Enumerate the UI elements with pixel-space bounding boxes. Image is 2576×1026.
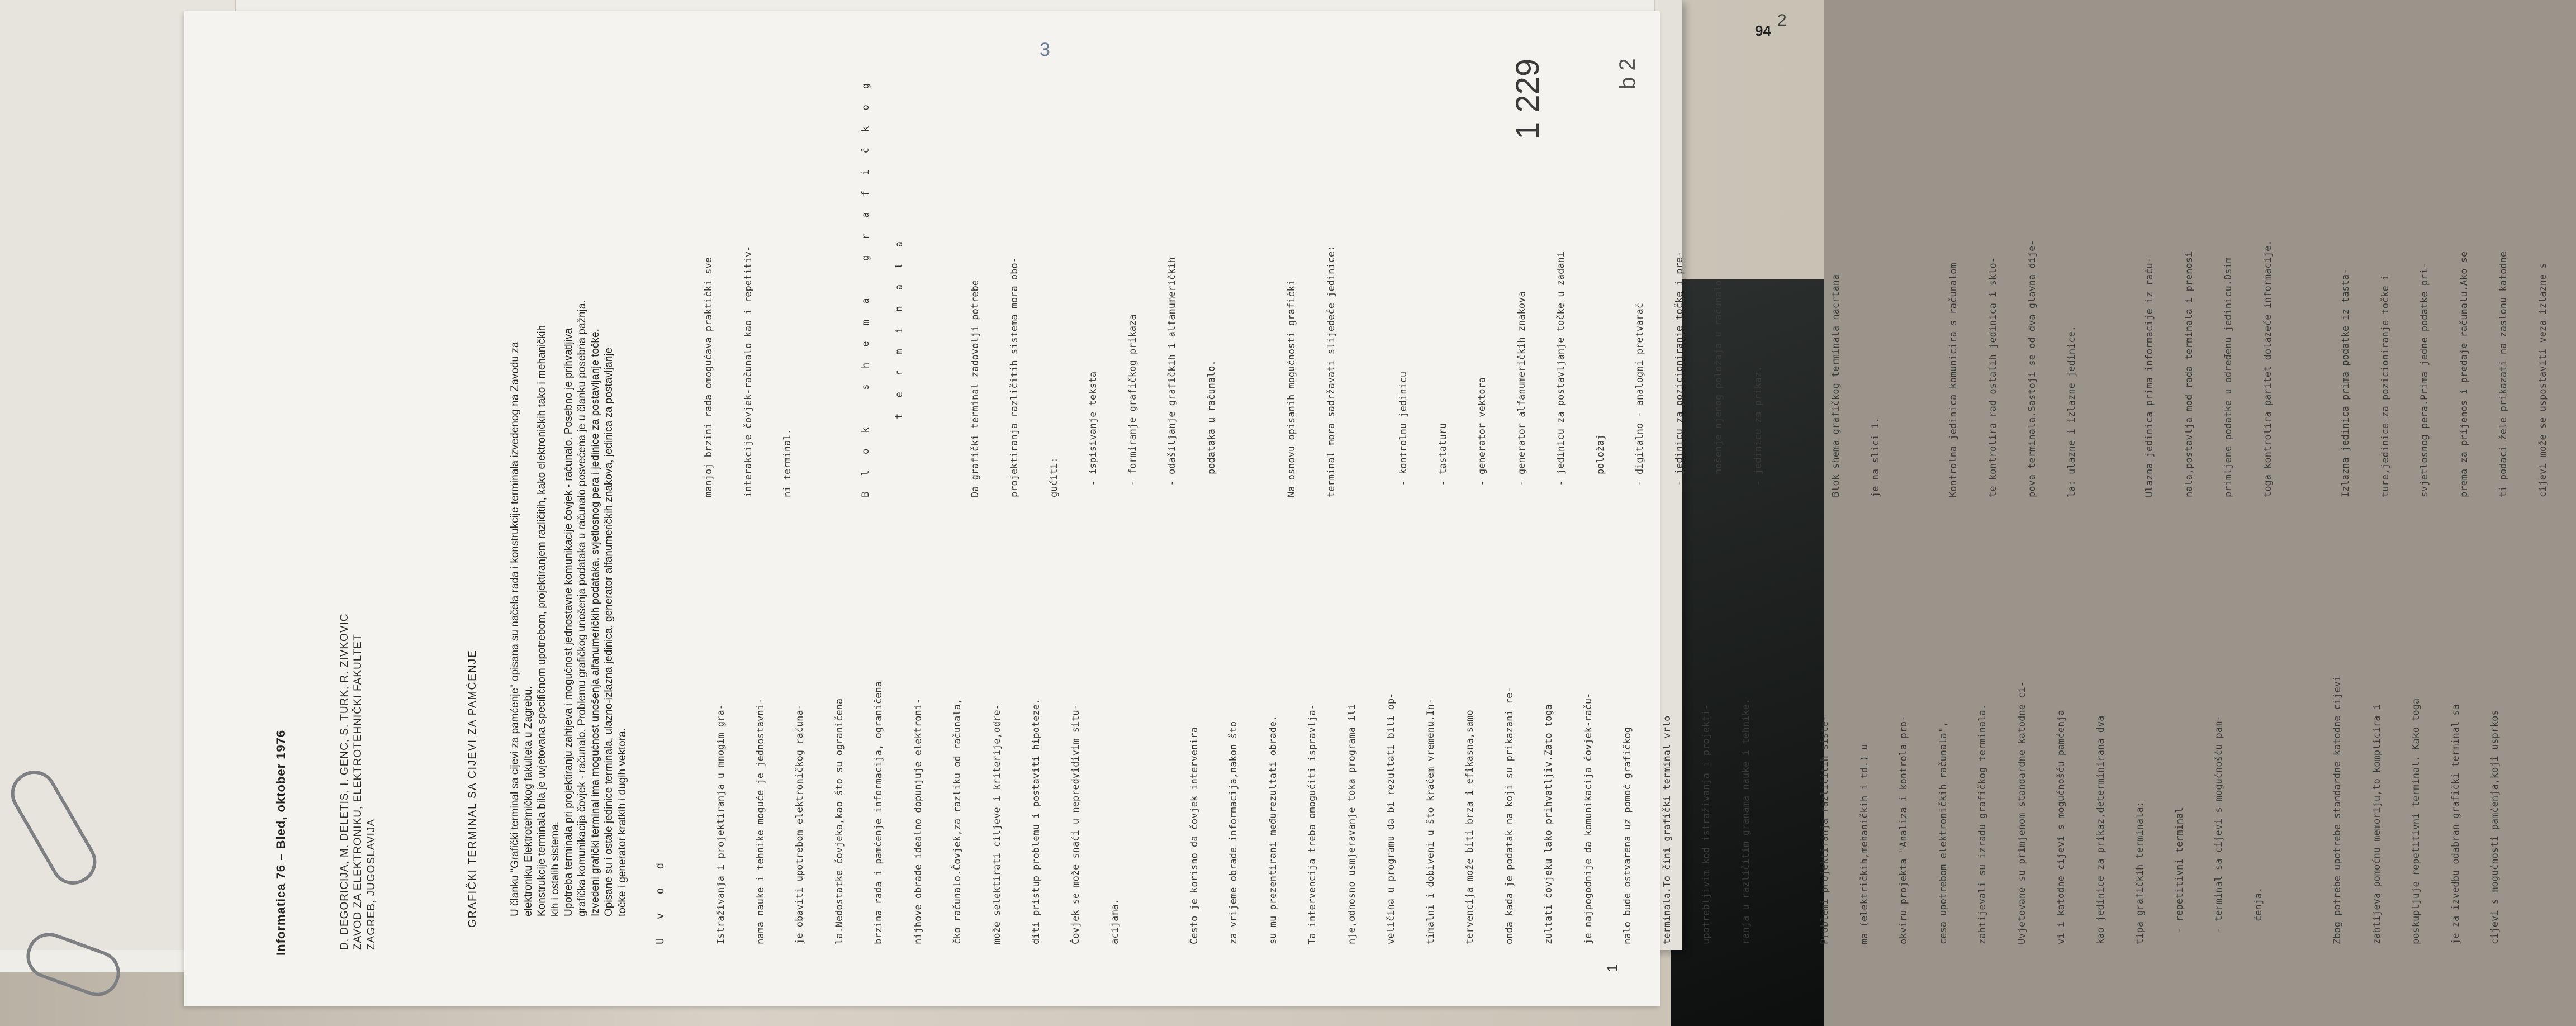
top-number: 94 [1755, 22, 1771, 39]
text-line: poskupljuje repetitivni terminal. Kako toga [2411, 698, 2422, 944]
text-line: upotrebljivim kod istraživanja i projekti- [1701, 704, 1712, 944]
text-line: - tastaturu [1437, 422, 1449, 497]
right-para-6 [2117, 17, 2301, 497]
text-line: timalni i dobiveni u što kraćem vremenu.In- [1425, 698, 1436, 944]
authors-block [338, 279, 378, 950]
text-line: - digitalno - analogni pretvarač [1634, 303, 1645, 497]
text-line: zahtijeva pomoćnu memoriju,to komplicira i [2371, 704, 2383, 944]
text-line: - repetitivni terminal [2174, 807, 2185, 944]
location-line: ZAGREB, JUGOSLAVIJA [366, 818, 377, 950]
text-line: Blok shema grafičkog terminala nacrtana [1830, 274, 1842, 497]
text-line: Zbog potrebe upotrebe standardne katodne cijevi [2332, 675, 2343, 944]
text-line: vi i katodne cijevi s mogućnošću pamćenja [2056, 710, 2067, 944]
text-line: - jedinicu za postavljanje točke u zadani [1555, 251, 1567, 497]
text-line: interakcije čovjek-računalo kao i repetitiv- [742, 245, 754, 497]
text-line: - odašiljanje grafičkih i alfanumeričkih [1166, 257, 1178, 497]
text-line: veličina u programu da bi rezultati bili op- [1386, 692, 1397, 944]
text-line: Kontrolna jedinica komunicira s računalom [1948, 263, 1959, 497]
text-line: gućiti: [1048, 457, 1060, 497]
section-heading-blok-shema [838, 17, 927, 497]
text-line: cijevi može se uspostaviti veza izlazne s [2537, 263, 2549, 497]
text-line: nalo bude ostvarena uz pomoć grafičkog [1622, 727, 1633, 944]
text-line: nijhove obrade idealno dopunjuje elektroni- [912, 698, 924, 944]
page-number: 1 [1604, 964, 1621, 972]
text-line: acijama. [1109, 899, 1121, 944]
text-line: - kontrolnu jedinicu [1398, 371, 1409, 497]
text-line: Uvjetovane su primjenom standardne katodne ci- [2016, 681, 2028, 944]
text-line: te kontrolira rad ostalih jedinica i sklo- [1987, 257, 1999, 497]
text-line: terminal mora sadržavati slijedeće jedinice: [1325, 245, 1337, 497]
right-para-5 [1921, 17, 2105, 497]
text-line: prema za prijenos i predaje računalu.Ako se [2458, 251, 2470, 497]
left-para-3 [1792, 441, 2292, 944]
text-line: - generator alfanumeričkih znakova [1516, 291, 1527, 497]
text-line: cijevi s mogućnosti pamćenja,koji usprkos [2489, 710, 2501, 944]
text-line: svjetlosnog pera.Prima jedne podatke pri- [2419, 263, 2430, 497]
text-line: Često je korisno da čovjek intervenira [1188, 727, 1200, 944]
text-line: manjoj brzini rada omogućava praktički sve [703, 257, 714, 497]
text-line: tipa grafičkih terminala: [2134, 801, 2146, 944]
right-para-4 [1804, 17, 1909, 497]
abstract-line: točke i generator kratkih i dugih vektora. [616, 728, 628, 916]
text-line: la.Nedostatke čovjeka,kao što su ograničena [833, 698, 845, 944]
text-line: je na slici 1. [1870, 417, 1881, 497]
text-line: la: ulazne i izlazne jedinice. [2066, 325, 2077, 497]
abstract-line: grafička komunikacija čovjek - računalo. Problemu grafičkog unošenja podataka u računalo posvećena je u članku posebna pažnja. [576, 300, 588, 916]
text-line: nama nauke i tehnike moguće je jednostavni- [755, 698, 766, 944]
right-para-1 [676, 17, 821, 497]
abstract-line: kih i ostalih sistema. [549, 821, 561, 916]
text-line: nošenje njenog položaja u računalo [1713, 280, 1724, 497]
text-line: - terminal sa cijevi s mogućnošću pam- [2213, 715, 2224, 944]
text-line: - generator vektora [1477, 377, 1488, 497]
text-line: projektiranja različitih sistema mora obo- [1009, 257, 1020, 497]
text-line: brzina rada i pamćenje informacija, ograničena [873, 681, 884, 944]
text-line: ćenja. [2252, 887, 2264, 944]
text-line: Na osnovu opisanih mogućnosti grafički [1286, 280, 1297, 497]
abstract-line: elektroniku Elektrotehničkog fakulteta u Zagrebu. [523, 686, 534, 916]
abstract-line: U članku "Grafički terminal sa cijevi za pamćenje" opisana su načela rada i konstrukcije terminala izvedenog na Zavodu za [509, 341, 521, 916]
text-line: su mu prezentirani međurezultati obrade. [1267, 715, 1279, 944]
right-para-2 [943, 17, 1245, 497]
text-line: - formiranje grafičkog prikaza [1127, 314, 1138, 497]
text-line: podataka u računalo. [1206, 360, 1217, 497]
text-line: ma (električkih,mehaničkih i td.) u [1858, 744, 1870, 944]
text-line: je obaviti upotrebom elektroničkog računa- [794, 704, 805, 944]
handwritten-note: b 2 [1615, 58, 1640, 89]
text-line: ranja u različitim granama nauke i tehnike. [1740, 698, 1752, 944]
left-para-2 [1162, 441, 1780, 944]
text-line: okviru projekta "Analiza i kontrola pro- [1898, 715, 1909, 944]
abstract [509, 45, 629, 916]
margin-number: 2 [1777, 11, 1787, 30]
text-line: pova terminala.Sastoji se od dva glavna dije- [2027, 240, 2038, 497]
text-line: Problemi projektiranja različitih siste- [1819, 715, 1830, 944]
publication-header: Informatica 76 – Bled, oktober 1976 [274, 729, 288, 956]
text-line: Ta intervencija treba omogućiti ispravlja- [1307, 704, 1318, 944]
text-line: primljene podatke u određenu jedinicu.Osim [2223, 257, 2234, 497]
text-line: je najpogodnije da komunikacija čovjek-raču- [1582, 692, 1594, 944]
abstract-line: Izvedeni grafički terminal ima mogućnost unošenja alfanumeričkih podataka, svjetlosnog pera i jedinice za postavljanje točke. [590, 329, 601, 916]
text-line: - ispisivanje teksta [1088, 371, 1099, 497]
left-para-4 [2305, 441, 2528, 944]
text-line: Da grafički terminal zadovolji potrebe [969, 280, 981, 497]
text-line: - jedinicu za prikaz. [1752, 365, 1764, 497]
authors-line: D. DEGORICIJA, M. DELETIS, I. GENC, S. TURK, R. ZIVKOVIC [339, 613, 350, 950]
abstract-line: Konstrukcije terminala bila je uvjetovana specifičnom upotrebom, projektiranjem različitih, kako elektroničkih tako i mehaničkih [536, 325, 548, 916]
abstract-line: Upotreba terminala pri projektiranju zahtjeva i mogućnost jednostavne komunikacije čovjek - računalo. Posebno je prihvatljiva [563, 328, 575, 916]
right-para-7 [2313, 17, 2576, 497]
heading-line: t e r m i n a l a [893, 236, 905, 419]
left-column [654, 441, 2528, 944]
heading-line: B l o k s h e m a g r a f i č k o g [860, 78, 871, 497]
text-line: kao jedinice za prikaz,determinirana dva [2095, 715, 2107, 944]
text-line: ni terminal. [782, 429, 793, 497]
stamp-number: 1 229 [1510, 58, 1546, 140]
text-line: je za izvedbu odabran grafički terminal sa [2450, 704, 2461, 944]
text-line: toga kontrolira paritet dolazeće informacije. [2262, 240, 2274, 497]
text-line: nala,postavlja mod rada terminala i prenosi [2183, 251, 2195, 497]
text-line: Čovjek se može snaći u nepredvidivim situ- [1070, 704, 1081, 944]
text-line: nje,odnosno usmjeravanje toka programa ili [1346, 704, 1358, 944]
text-line: - jedinicu za pozicioniranje točke i pre- [1673, 251, 1685, 497]
text-line [1364, 17, 1371, 497]
text-line: terminala.To čini grafički terminal vrlo [1661, 715, 1673, 944]
left-para-1 [689, 441, 1149, 944]
corner-number: 3 [1040, 39, 1050, 60]
text-line: cesa upotrebom elektroničkih računala", [1937, 721, 1949, 944]
text-line: Istraživanja i projektiranja u mnogim gra- [715, 704, 727, 944]
affiliation-line: ZAVOD ZA ELEKTRONIKU, ELEKTROTEHNIČKI FAKULTET [352, 634, 364, 950]
text-line: onda kada je podatak na koji su prikazani re- [1503, 687, 1515, 944]
text-line: ti podaci žele prikazati na zaslonu katodne [2498, 251, 2509, 497]
paper-title: GRAFIČKI TERMINAL SA CIJEVI ZA PAMĆENJE [467, 649, 478, 928]
section-heading-uvod: U v o d [654, 856, 666, 944]
text-line: zultati čovjeku lako prihvatljiv.Zato toga [1543, 704, 1554, 944]
text-line: za vrijeme obrade informacija,nakon što [1228, 721, 1239, 944]
text-line: položaj [1595, 434, 1606, 497]
text-line: tervencija može biti brza i efikasna,samo [1464, 710, 1476, 944]
abstract-line: Opisane su i ostale jedinice terminala, ulazno-izlazna jedinica, generator alfanumeričkih znakova, jedinica za postavljanje [603, 347, 615, 916]
text-line: Ulazna jedinica prima informacije iz raču- [2144, 257, 2155, 497]
text-line: ture,jedinice za pozicioniranje točke i [2379, 274, 2391, 497]
text-line: diti pristup problemu i postaviti hipoteze. [1031, 698, 1042, 944]
text-line: Izlazna jedinica prima podatke iz tasta- [2340, 268, 2351, 497]
text-line: zahtijevali su izradu grafičkog terminala. [1977, 704, 1988, 944]
text-line: čko računalo.Čovjek,za razliku od računala, [952, 698, 963, 944]
text-line: može selektirati ciljeve i kriterije,odre- [991, 704, 1003, 944]
